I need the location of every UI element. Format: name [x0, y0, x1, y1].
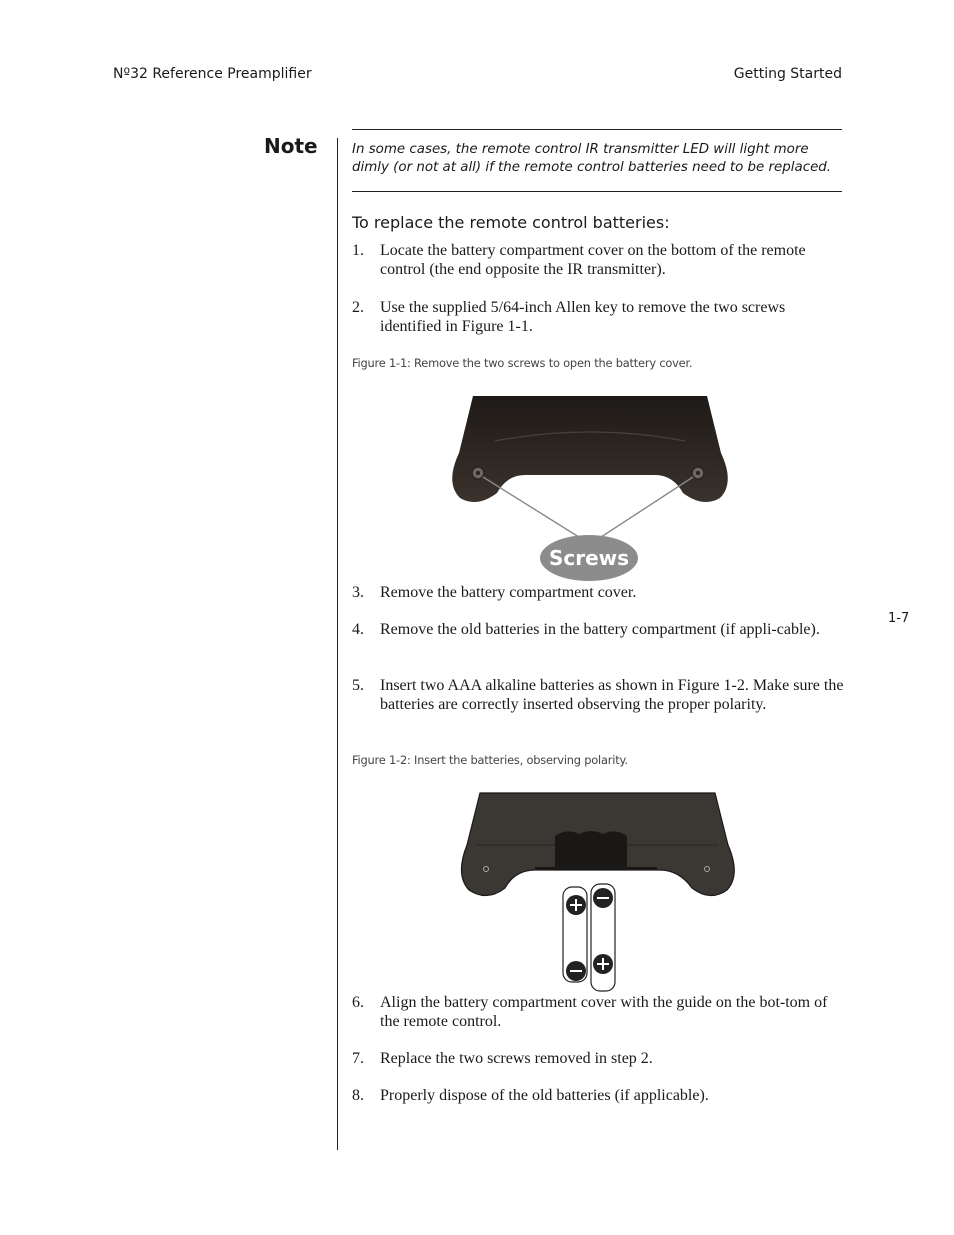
- step-text: Align the battery compartment cover with the guide on the bot-tom of the remote control.: [380, 994, 828, 1030]
- step-text: Replace the two screws removed in step 2.: [380, 1050, 653, 1067]
- step-text: Insert two AAA alkaline batteries as shown in Figure 1-2. Make sure the batteries are correctly inserted observing the proper polarity.: [380, 677, 844, 713]
- step-text: Properly dispose of the old batteries (if applicable).: [380, 1087, 709, 1104]
- step-text: Remove the old batteries in the battery compartment (if appli-cable).: [380, 621, 820, 638]
- section-heading: To replace the remote control batteries:: [352, 213, 670, 232]
- minus-terminal-icon: [593, 888, 613, 908]
- screws-callout-label: Screws: [548, 546, 630, 570]
- minus-terminal-icon: [566, 961, 586, 981]
- step-number: 7.: [352, 1050, 364, 1067]
- remote-body-bottom: [452, 396, 728, 502]
- step-number: 8.: [352, 1087, 364, 1104]
- step-number: 5.: [352, 677, 364, 694]
- step-number: 2.: [352, 299, 364, 316]
- running-header-title: Nº32 Reference Preamplifier: [113, 66, 312, 82]
- page-number: 1-7: [888, 611, 910, 626]
- figure-1-caption: Figure 1-1: Remove the two screws to open the battery cover.: [352, 356, 693, 370]
- step-number: 1.: [352, 242, 364, 259]
- margin-rule: [337, 138, 338, 1150]
- note-text: In some cases, the remote control IR transmitter LED will light more dimly (or not at all) if the remote control batteries need to be replaced.: [352, 142, 832, 175]
- note-label: Note: [264, 134, 318, 158]
- running-header-section: Getting Started: [733, 66, 842, 82]
- step-number: 6.: [352, 994, 364, 1011]
- plus-terminal-icon: [566, 895, 586, 915]
- figure-2-caption: Figure 1-2: Insert the batteries, observing polarity.: [352, 753, 628, 767]
- plus-terminal-icon: [593, 954, 613, 974]
- step-number: 4.: [352, 621, 364, 638]
- figure-1-remote-screws: [445, 393, 735, 585]
- figure-2-remote-batteries: [455, 790, 741, 995]
- step-number: 3.: [352, 584, 364, 601]
- step-text: Use the supplied 5/64-inch Allen key to remove the two screws identified in Figure 1-1.: [380, 299, 786, 335]
- step-text: Locate the battery compartment cover on the bottom of the remote control (the end opposite the IR transmitter).: [380, 242, 806, 278]
- note-box: [352, 129, 842, 192]
- step-text: Remove the battery compartment cover.: [380, 584, 637, 601]
